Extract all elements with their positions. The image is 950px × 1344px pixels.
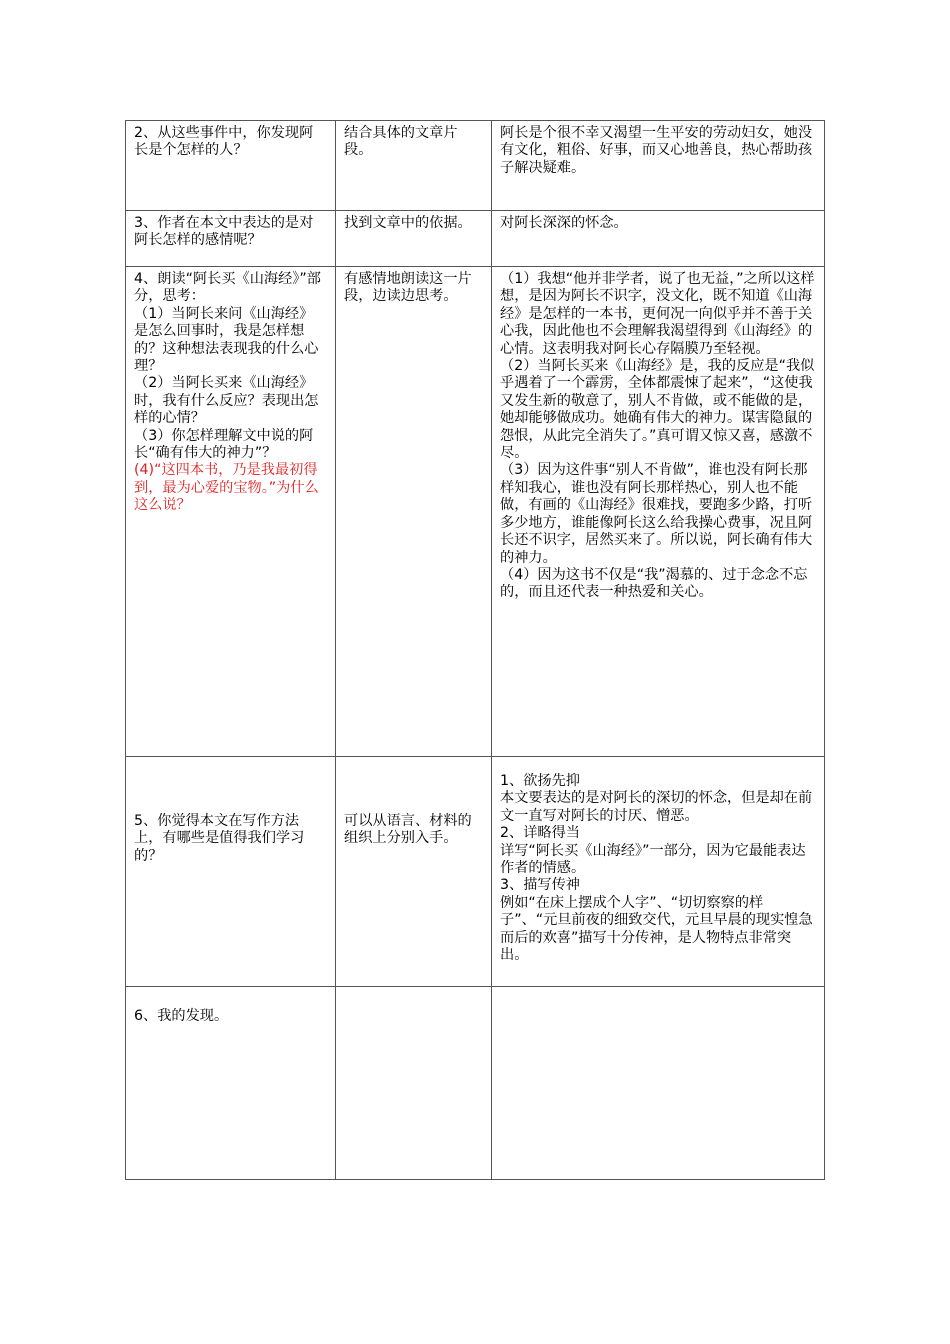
sub-question-3: （3）你怎样理解文中说的阿长“确有伟大的神力”？ [134, 427, 314, 462]
sub-question-1: （1）当阿长来问《山海经》是怎么回事时，我是怎样想的？这种想法表现我的什么心理？ [134, 305, 319, 375]
table-row [126, 757, 825, 987]
question-cell [126, 987, 336, 1180]
table-row [126, 121, 825, 211]
answer-3: （3）因为这件事“别人不肯做”，谁也没有阿长那样知我心，谁也没有阿长那样热心，别人也不能做，有画的《山海经》很难找，要跑多少路，打听多少地方，谁能像阿长这么给我操心费事，况且阿长还不识字，居然买来了。所以说，阿长确有伟大的神力。 [500, 462, 813, 566]
guide-cell [336, 267, 492, 757]
sub-question-4: (4)“这四本书，乃是我最初得到，最为心爱的宝物。”为什么这么说？ [134, 462, 319, 514]
guide-text: 找到文章中的依据。 [344, 215, 472, 231]
answer-cell [492, 987, 825, 1180]
answer-1: （1）我想“他并非学者，说了也无益，”之所以这样想，是因为阿长不识字，没文化，既不知道《山海经》是怎样的一本书，更何况一向似乎并不善于关心我，因此他也不会理解我渴望得到《山海经》的心情。这表明我对阿长心存隔膜乃至轻视。 [500, 271, 815, 357]
question-cell [126, 211, 336, 267]
answer-text: 对阿长深深的怀念。 [500, 215, 628, 231]
table-row [126, 987, 825, 1180]
method-2-heading: 2、详略得当 [500, 825, 580, 842]
answer-2: （2）当阿长买来《山海经》是，我的反应是“我似乎遇着了一个霹雳，全体都震悚了起来”，“这使我又发生新的敬意了，别人不肯做，或不能做的是，她却能够做成功。她确有伟大的神力。谋害隐鼠的怨恨，从此完全消失了。”真可谓又惊又喜，感激不尽。 [500, 358, 815, 462]
question-cell [126, 267, 336, 757]
table-row [126, 267, 825, 757]
answer-cell [492, 757, 825, 987]
answer-cell [492, 121, 825, 211]
method-1-heading: 1、欲扬先抑 [500, 773, 580, 789]
question-cell [126, 121, 336, 211]
question-cell [126, 757, 336, 987]
lesson-table [125, 120, 825, 1180]
method-3-text: 例如“在床上摆成个人字”、“切切察察的样子”、“元旦前夜的细致交代，元旦早晨的现实惶急而后的欢喜”描写十分传神，是人物特点非常突出。 [500, 894, 813, 964]
guide-cell [336, 757, 492, 987]
answer-cell [492, 211, 825, 267]
method-2-text: 详写“阿长买《山海经》”一部分，因为它最能表达作者的情感。 [500, 842, 806, 877]
question-text: 2、从这些事件中，你发现阿长是个怎样的人？ [134, 125, 314, 159]
answer-cell [492, 267, 825, 757]
question-text: 6、我的发现。 [134, 1008, 229, 1024]
question-text: 5、你觉得本文在写作方法上，有哪些是值得我们学习的？ [134, 813, 305, 864]
answer-4: （4）因为这书不仅是“我”渴慕的、过于念念不忘的，而且还代表一种热爱和关心。 [500, 566, 808, 601]
sub-question-2: （2）当阿长买来《山海经》时，我有什么反应？表现出怎样的心情？ [134, 375, 319, 427]
answer-text: 阿长是个很不幸又渴望一生平安的劳动妇女，她没有文化，粗俗、好事，而又心地善良，热心帮助孩子解决疑难。 [500, 125, 813, 176]
guide-cell [336, 987, 492, 1180]
guide-text: 结合具体的文章片段。 [344, 125, 458, 159]
table-row [126, 211, 825, 267]
guide-text: 可以从语言、材料的组织上分别入手。 [344, 813, 472, 847]
method-1-text: 本文要表达的是对阿长的深切的怀念，但是却在前文一直写对阿长的讨厌、憎恶。 [500, 790, 813, 824]
guide-cell [336, 211, 492, 267]
question-text: 4、朗读“阿长买《山海经》”部分，思考： [134, 271, 321, 305]
method-3-heading: 3、描写传神 [500, 877, 580, 894]
guide-text: 有感情地朗读这一片段，边读边思考。 [344, 271, 472, 305]
question-text: 3、作者在本文中表达的是对阿长怎样的感情呢？ [134, 215, 314, 249]
guide-cell [336, 121, 492, 211]
